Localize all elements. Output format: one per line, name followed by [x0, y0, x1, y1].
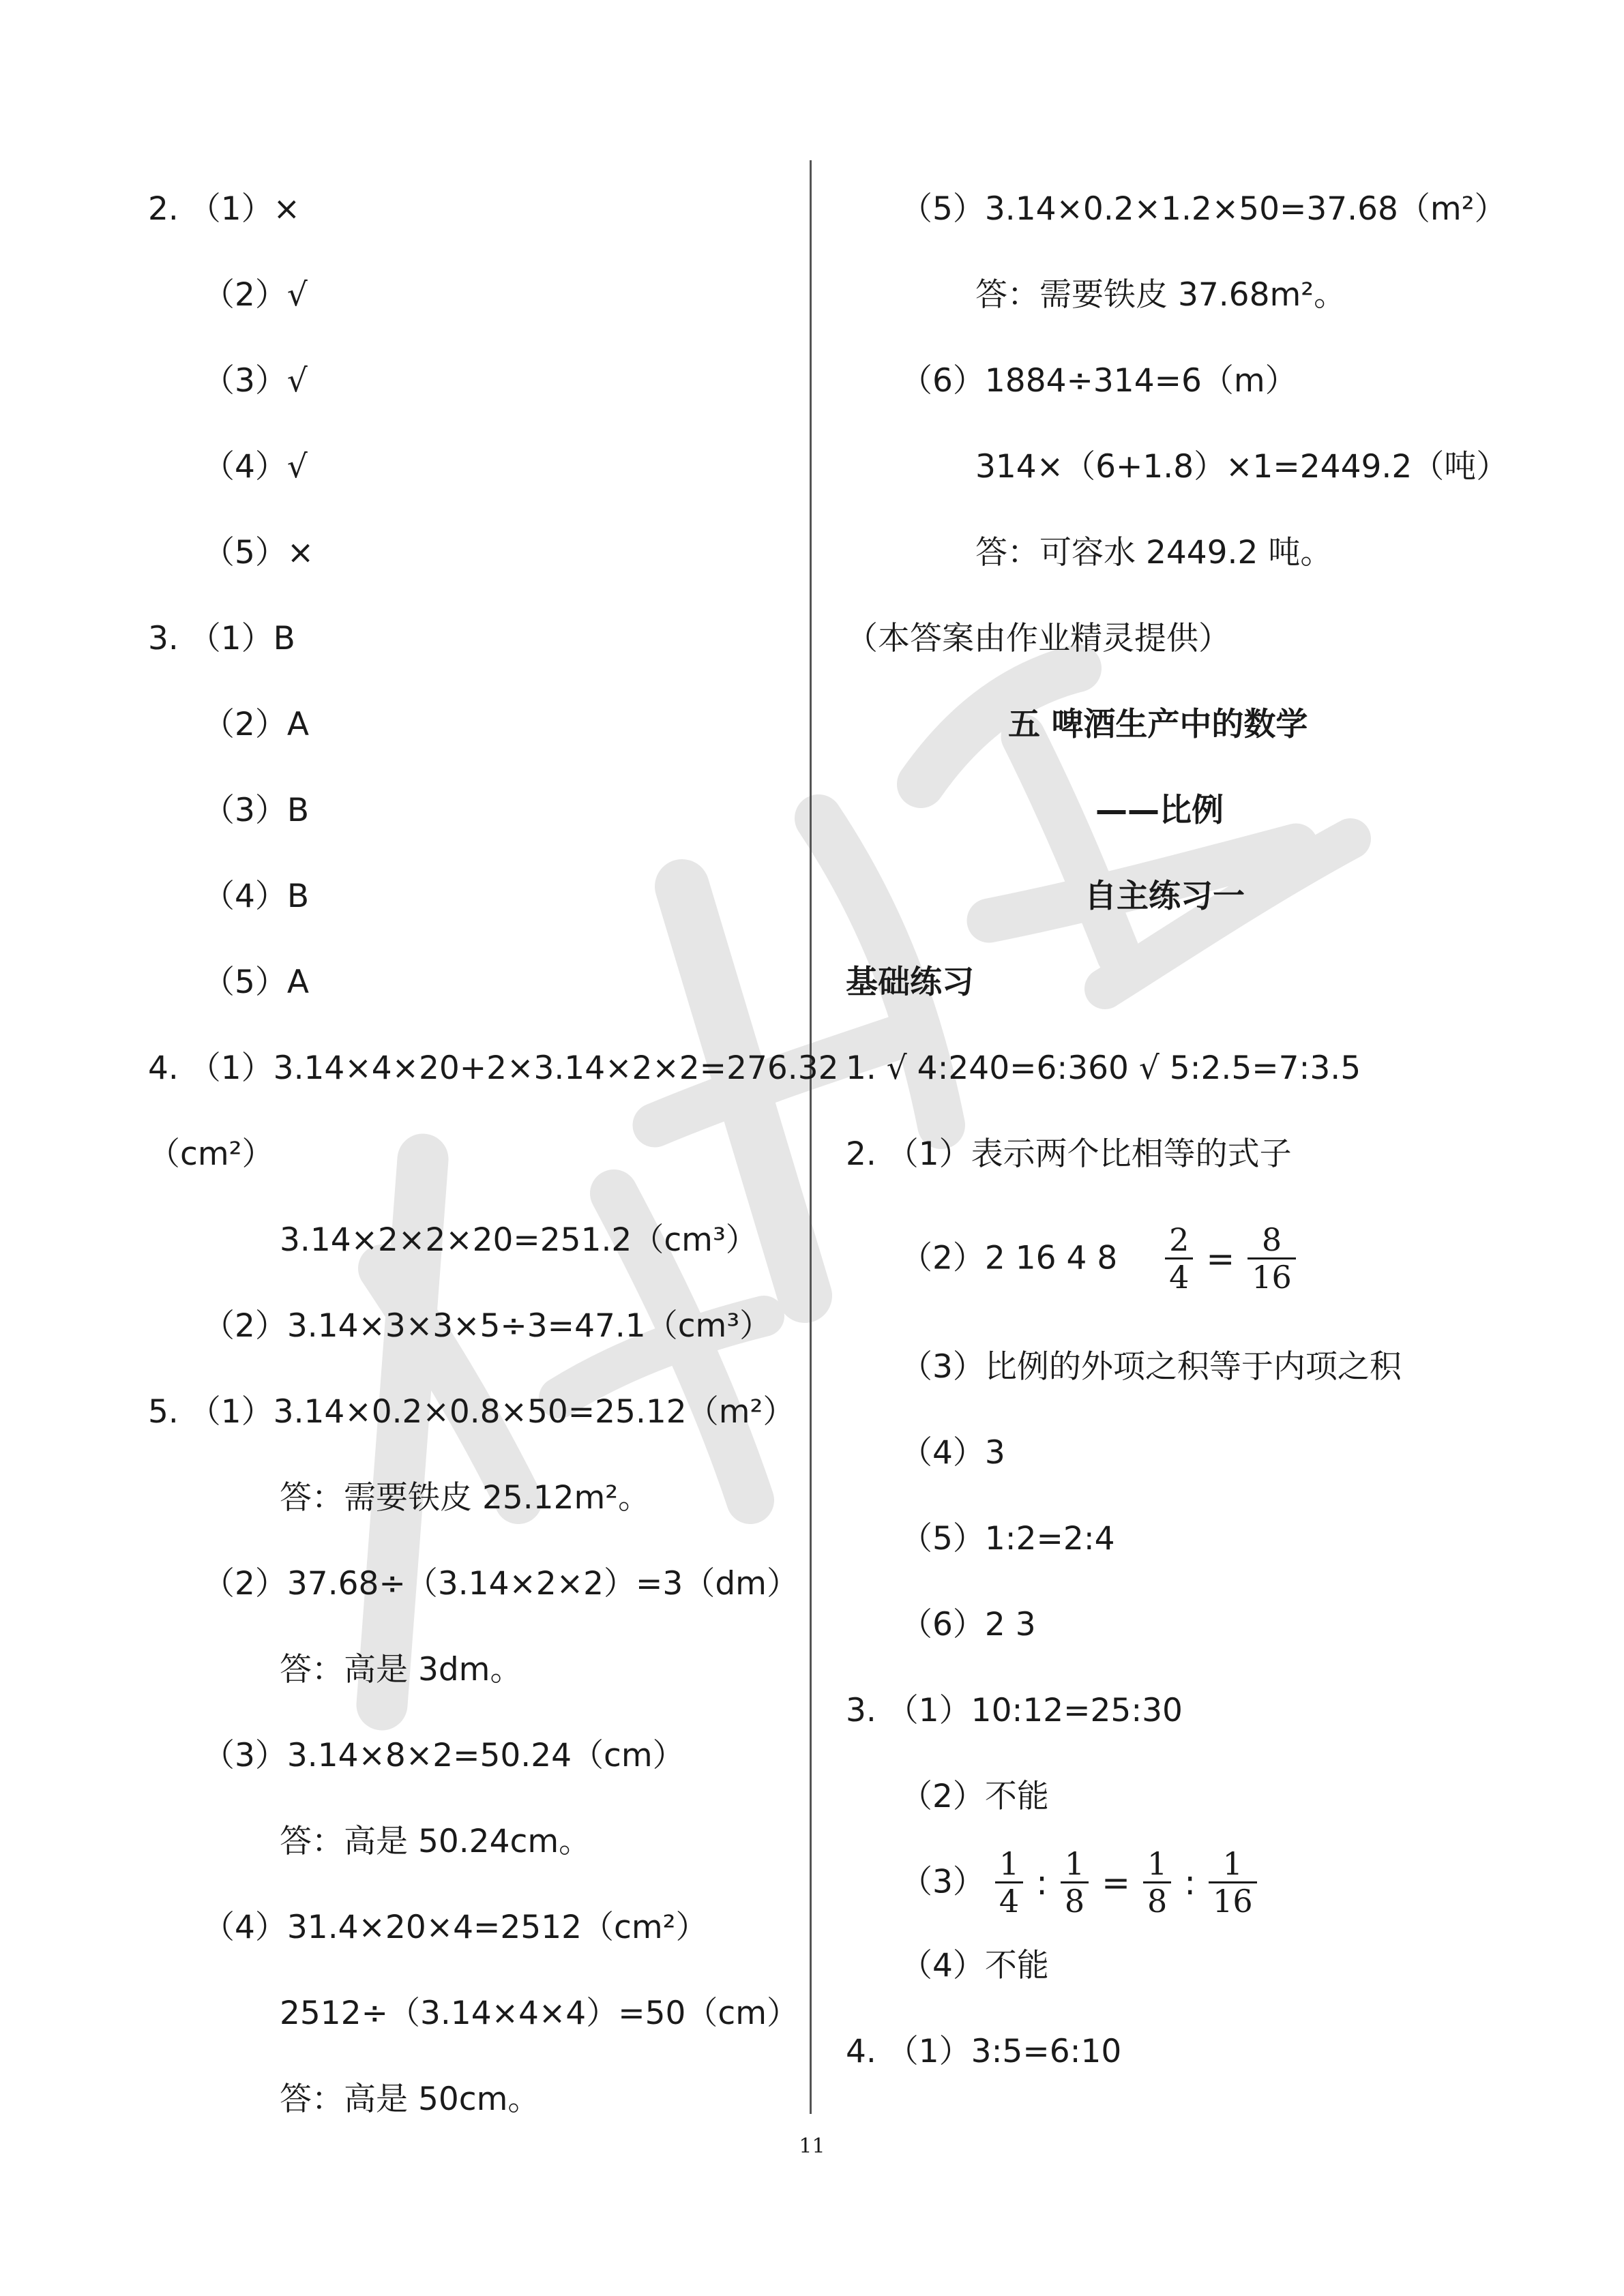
numerator: 1 — [1143, 1846, 1171, 1883]
subsection-title: 基础练习 — [846, 964, 974, 1001]
fraction — [1165, 1222, 1193, 1295]
r2-item-2 — [900, 1216, 1296, 1298]
r2-item-3: （3）比例的外项之积等于内项之积 — [900, 1348, 1402, 1386]
r3-item-4: （4）不能 — [900, 1947, 1049, 1984]
denominator: 16 — [1252, 1259, 1292, 1296]
r4-item-1: 4. （1）3:5=6:10 — [846, 2033, 1122, 2070]
denominator: 4 — [1169, 1259, 1190, 1296]
q4-item-1-volume: 3.14×2×2×20=251.2（cm³） — [280, 1221, 758, 1259]
denominator: 8 — [1064, 1883, 1085, 1920]
r2-item-1: 2. （1）表示两个比相等的式子 — [846, 1135, 1292, 1173]
r2-item-5: （5）1:2=2:4 — [900, 1520, 1115, 1557]
q5-item-2-answer: 答：高是 3dm。 — [280, 1651, 522, 1688]
q3-item-3: （3）B — [203, 792, 310, 829]
q5-item-3: （3）3.14×8×2=50.24（cm） — [203, 1737, 685, 1774]
chapter-subtitle: ——比例 — [1095, 792, 1224, 829]
r3-item-3-label: （3） — [900, 1863, 985, 1901]
ratio-sign: : — [1184, 1862, 1196, 1903]
denominator: 4 — [999, 1883, 1020, 1920]
r3-item-3 — [900, 1840, 1257, 1922]
q4-item-2: （2）3.14×3×3×5÷3=47.1（cm³） — [203, 1307, 772, 1345]
q4-item-1: 4. （1）3.14×4×20+2×3.14×2×2=276.32 — [148, 1049, 839, 1087]
q5-item-6-calc: 314×（6+1.8）×1=2449.2（吨） — [975, 448, 1509, 486]
numerator: 2 — [1165, 1222, 1193, 1259]
q5-item-4-answer: 答：高是 50cm。 — [280, 2081, 540, 2118]
fraction — [1061, 1846, 1089, 1919]
section-title: 自主练习一 — [1084, 878, 1245, 915]
q5-item-6-answer: 答：可容水 2449.2 吨。 — [975, 534, 1333, 571]
column-divider — [810, 160, 812, 2114]
page-number: 11 — [799, 2134, 825, 2158]
denominator: 8 — [1147, 1883, 1168, 1920]
numerator: 1 — [995, 1846, 1023, 1883]
q3-item-1: 3. （1）B — [148, 620, 295, 657]
q5-item-3-answer: 答：高是 50.24cm。 — [280, 1823, 591, 1860]
q5-item-5-answer: 答：需要铁皮 37.68m²。 — [975, 276, 1346, 314]
q3-item-4: （4）B — [203, 878, 310, 915]
numerator: 1 — [1209, 1846, 1257, 1883]
q5-item-4: （4）31.4×20×4=2512（cm²） — [203, 1909, 708, 1946]
q3-item-2: （2）A — [203, 706, 310, 743]
fraction — [1247, 1222, 1296, 1295]
fraction — [1209, 1846, 1257, 1919]
chapter-title: 五 啤酒生产中的数学 — [1008, 706, 1308, 743]
r3-item-2: （2）不能 — [900, 1778, 1049, 1815]
q5-item-1-answer: 答：需要铁皮 25.12m²。 — [280, 1479, 651, 1517]
r1-item: 1. √ 4:240=6:360 √ 5:2.5=7:3.5 — [846, 1049, 1361, 1087]
equals-sign: = — [1206, 1238, 1235, 1279]
q5-item-5: （5）3.14×0.2×1.2×50=37.68（m²） — [900, 190, 1507, 228]
q2-item-4: （4）√ — [203, 448, 308, 486]
fraction — [995, 1846, 1023, 1919]
answer-credit: （本答案由作业精灵提供） — [846, 620, 1230, 657]
q4-item-1-unit: （cm²） — [148, 1135, 274, 1173]
q5-item-1: 5. （1）3.14×0.2×0.8×50=25.12（m²） — [148, 1393, 795, 1431]
r2-item-6: （6）2 3 — [900, 1606, 1036, 1643]
q2-item-3: （3）√ — [203, 362, 308, 400]
equals-sign: = — [1102, 1862, 1131, 1903]
q2-item-5: （5）× — [203, 534, 314, 571]
numerator: 1 — [1061, 1846, 1089, 1883]
q2-item-1: 2. （1）× — [148, 190, 301, 228]
ratio-sign: : — [1036, 1862, 1048, 1903]
q5-item-4-calc: 2512÷（3.14×4×4）=50（cm） — [280, 1995, 799, 2032]
q5-item-2: （2）37.68÷（3.14×2×2）=3（dm） — [203, 1565, 799, 1602]
r2-item-2-text: （2）2 16 4 8 — [900, 1239, 1118, 1277]
q2-item-2: （2）√ — [203, 276, 308, 314]
numerator: 8 — [1247, 1222, 1296, 1259]
q3-item-5: （5）A — [203, 964, 310, 1001]
r3-item-1: 3. （1）10:12=25:30 — [846, 1692, 1183, 1729]
denominator: 16 — [1213, 1883, 1253, 1920]
fraction — [1143, 1846, 1171, 1919]
r2-item-4: （4）3 — [900, 1434, 1005, 1472]
q5-item-6: （6）1884÷314=6（m） — [900, 362, 1297, 400]
